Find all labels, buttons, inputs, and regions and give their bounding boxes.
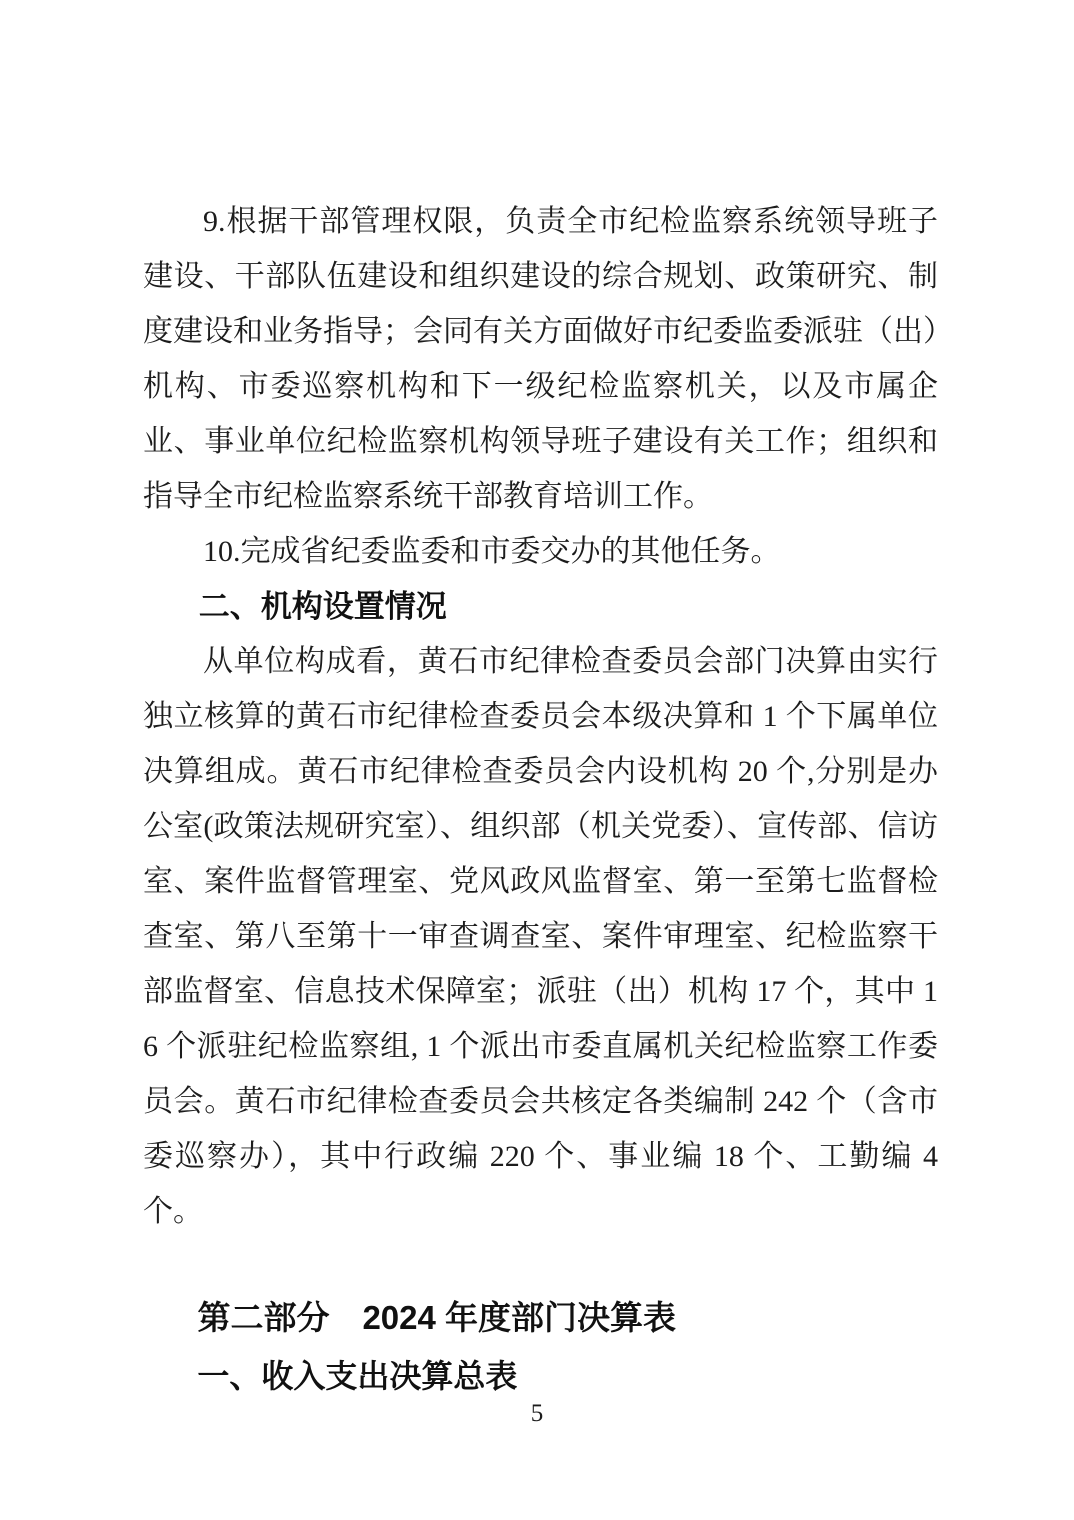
section-heading-income-expense-summary-table: 一、收入支出决算总表 xyxy=(197,1358,518,1394)
part-heading-2024-final-accounts: 第二部分 2024 年度部门决算表 xyxy=(197,1299,677,1336)
section-heading-organization-setup: 二、机构设置情况 xyxy=(198,589,447,624)
paragraph-duty-9: 9.根据干部管理权限，负责全市纪检监察系统领导班子建设、干部队伍建设和组织建设的综合规划、政策研究、制度建设和业务指导；会同有关方面做好市纪委监委派驻（出）机构、市委巡察机构和下一级纪检监察机关，以及市属企业、事业单位纪检监察机构领导班子建设有关工作；组织和指导全市纪检监察系统干部教育培训工作。 xyxy=(143,205,938,513)
paragraph-duty-10: 10.完成省纪委监委和市委交办的其他任务。 xyxy=(203,535,781,568)
paragraph-organization-composition: 从单位构成看，黄石市纪律检查委员会部门决算由实行独立核算的黄石市纪律检查委员会本级决算和 1 个下属单位决算组成。黄石市纪律检查委员会内设机构 20 个,分别是办公室(政策法规研究室）、组织部（机关党委）、宣传部、信访室、案件监督管理室、党风政风监督室、第一至第七监督检查室、第八至第十一审查调查室、案件审理室、纪检监察干部监督室、信息技术保障室；派驻（出）机构 17 个，其中 16 个派驻纪检监察组, 1 个派出市委直属机关纪检监察工作委员会。黄石市纪律检查委员会共核定各类编制 242 个（含市委巡察办），其中行政编 220 个、事业编 18 个、工勤编 4 个。 xyxy=(143,645,938,1228)
page-number: 5 xyxy=(530,1400,544,1427)
